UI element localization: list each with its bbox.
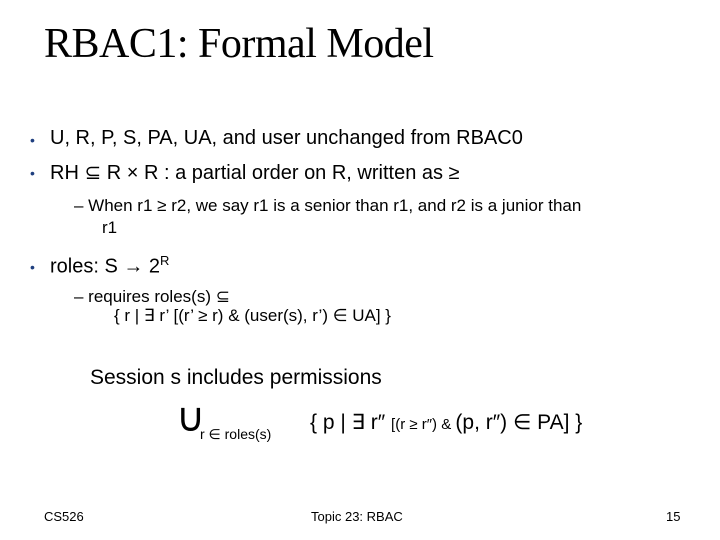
bullet-item: U, R, P, S, PA, UA, and user unchanged from RBAC0: [50, 127, 523, 149]
footer-page-number: 15: [666, 509, 681, 524]
union-subscript: r ∈ roles(s): [200, 426, 272, 442]
set-expression-open: { p | ∃ r″: [310, 411, 392, 434]
permission-set-expression: [310, 410, 582, 435]
sub-bullet-continuation: r1: [102, 218, 118, 237]
footer-topic: Topic 23: RBAC: [311, 509, 403, 524]
bullet-glyph: •: [30, 259, 35, 275]
roles-bullet-superscript: R: [160, 253, 170, 268]
bullet-glyph: •: [30, 132, 35, 148]
sub-bullet-item: – When r1 ≥ r2, we say r1 is a senior than r1, and r2 is a junior than: [74, 196, 582, 215]
union-symbol: ∪: [176, 395, 206, 441]
slide-title: RBAC1: Formal Model: [44, 21, 434, 67]
set-expression-condition: [(r ≥ r″) &: [391, 416, 456, 433]
sub-bullet-continuation: { r | ∃ r’ [(r’ ≥ r) & (user(s), r’) ∈ UA] }: [114, 306, 391, 325]
footer-course: CS526: [44, 509, 84, 524]
roles-bullet: [50, 253, 169, 279]
roles-bullet-text: roles: S → 2: [50, 255, 161, 278]
sub-bullet-item: – requires roles(s) ⊆: [74, 287, 230, 306]
session-text: Session s includes permissions: [90, 366, 382, 389]
set-expression-close: (p, r″) ∈ PA] }: [455, 411, 583, 434]
bullet-item: RH ⊆ R × R : a partial order on R, written as ≥: [50, 162, 460, 184]
bullet-glyph: •: [30, 165, 35, 181]
